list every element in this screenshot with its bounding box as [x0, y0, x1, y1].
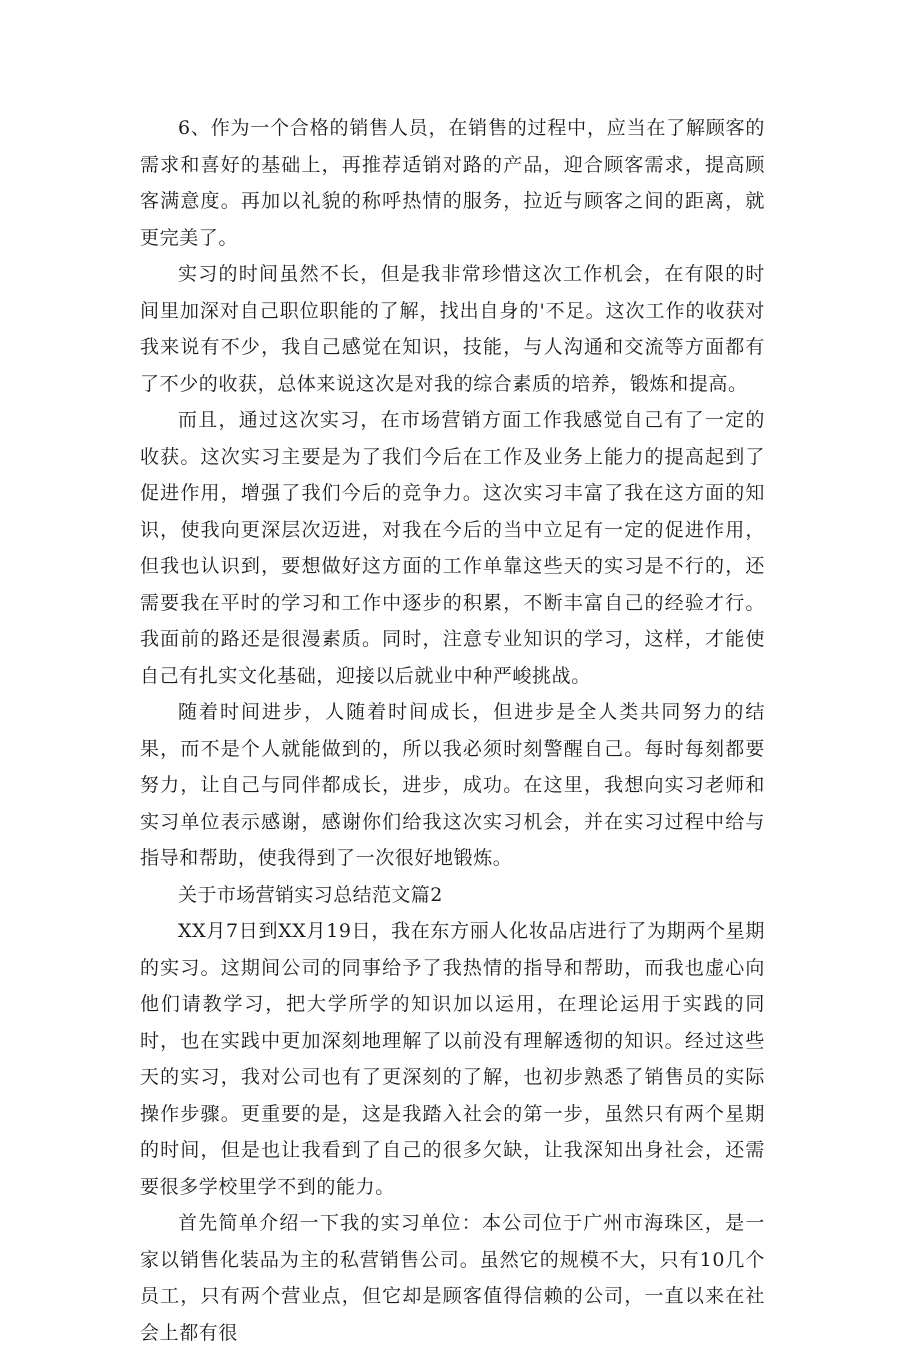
paragraph-5: XX月7日到XX月19日，我在东方丽人化妆品店进行了为期两个星期的实习。这期间公司的同事给予了我热情的指导和帮助，而我也虚心向他们请教学习，把大学所学的知识加以运用，在理论运用于实践的同时，也在实践中更加深刻地理解了以前没有理解透彻的知识。经过这些天的实习，我对公司也有了更深刻的了解，也初步熟悉了销售员的实际操作步骤。更重要的是，这是我踏入社会的第一步，虽然只有两个星期的时间，但是也让我看到了自己的很多欠缺，让我深知出身社会，还需要很多学校里学不到的能力。 — [140, 920, 765, 1198]
paragraph-1: 6、作为一个合格的销售人员，在销售的过程中，应当在了解顾客的需求和喜好的基础上，再推荐适销对路的产品，迎合顾客需求，提高顾客满意度。再加以礼貌的称呼热情的服务，拉近与顾客之间的距离，就更完美了。 — [140, 117, 765, 249]
paragraph-6: 首先简单介绍一下我的实习单位：本公司位于广州市海珠区，是一家以销售化装品为主的私营销售公司。虽然它的规模不大，只有10几个员工，只有两个营业点，但它却是顾客值得信赖的公司，一直以来在社会上都有很 — [140, 1212, 765, 1344]
paragraph-3: 而且，通过这次实习，在市场营销方面工作我感觉自己有了一定的收获。这次实习主要是为了我们今后在工作及业务上能力的提高起到了促进作用，增强了我们今后的竞争力。这次实习丰富了我在这方面的知识，使我向更深层次迈进，对我在今后的当中立足有一定的促进作用，但我也认识到，要想做好这方面的工作单靠这些天的实习是不行的，还需要我在平时的学习和工作中逐步的积累，不断丰富自己的经验才行。我面前的路还是很漫素质。同时，注意专业知识的学习，这样，才能使自己有扎实文化基础，迎接以后就业中种严峻挑战。 — [140, 409, 765, 687]
paragraph-4: 随着时间进步，人随着时间成长，但进步是全人类共同努力的结果，而不是个人就能做到的，所以我必须时刻警醒自己。每时每刻都要努力，让自己与同伴都成长，进步，成功。在这里，我想向实习老师和实习单位表示感谢，感谢你们给我这次实习机会，并在实习过程中给与指导和帮助，使我得到了一次很好地锻炼。 — [140, 701, 765, 869]
document-page — [140, 110, 765, 1351]
section-heading: 关于市场营销实习总结范文篇2 — [178, 883, 443, 906]
paragraph-2: 实习的时间虽然不长，但是我非常珍惜这次工作机会，在有限的时间里加深对自己职位职能的了解，找出自身的'不足。这次工作的收获对我来说有不少，我自己感觉在知识，技能，与人沟通和交流等方面都有了不少的收获，总体来说这次是对我的综合素质的培养，锻炼和提高。 — [140, 263, 765, 395]
